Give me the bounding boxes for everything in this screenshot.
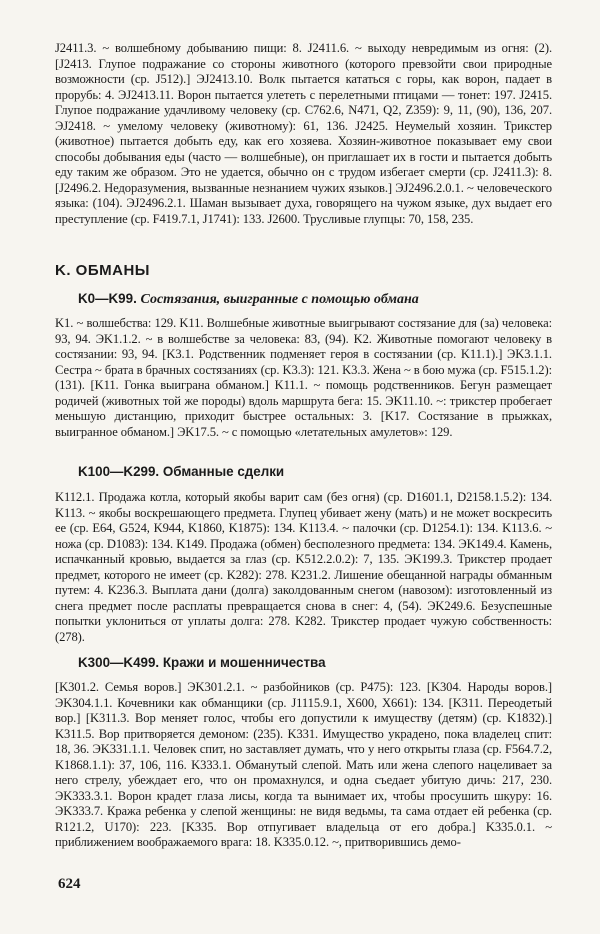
- section-text: K112.1. Продажа котла, который якобы варит сам (без огня) (ср. D1601.1, D2158.1.5.2): 134. K113. ~ якобы воскрешающего предмета. Глупец убивает жену (мать) и не может воскресить ее (ср. E64, G524, K944, K1860, K1875): 134. K113.4. ~ палочки (ср. D1254.1): 134. K113.6. ~ ножа (ср. D1083): 134. K149. Продажа (обмен) бесполезного предмета: 134. ЭK149.4. Камень, испачканный кровью, выдается за глаз (ср. K512.2.0.2): 7, 135. ЭK199.3. Трикстер продает предмет, которого не имеет (ср. K282): 278. K231.2. Лишение обещанной награды обманным путем: 4. K236.3. Выплата дани (долга) заколдованным снегом (навозом): изготовленный из снега предмет после расплаты превращается снова в снег: 4, (54). ЭK249.6. Безуспешные попытки уклониться от уплаты долга: 278. K282. Трикстер продает чужую собственность: (278).: [55, 490, 552, 644]
- main-heading: K. ОБМАНЫ: [55, 262, 150, 279]
- section-heading-k100-k299: K100—K299. Обманные сделки: [78, 464, 285, 479]
- section-text: K1. ~ волшебства: 129. K11. Волшебные животные выигрывают состязание для (за) человека: 93, 94. ЭK1.1.2. ~ в волшебстве за человека: 83, (94). K2. Животные помогают человеку в состязании: 93, 94. [K3.1. Родственник подменяет героя в состязании (ср. K11.1).] ЭK3.1.1. Сестра ~ брата в брачных состязаниях (ср. K3.3): 121. K3.3. Жена ~ в бою мужа (ср. F515.1.2): (131). [K11. Гонка выиграна обманом.] K11.1. ~ помощь родственников. Бегун размещает родичей (животных той же породы) вдоль маршрута бега: 15. ЭK11.10. ~: трикстер пробегает меньшую дистанцию, приходит быстрее остальных: 3. [K17. Состязание в прыжках, выигранное обманом.] ЭK17.5. ~ с помощью «летательных амулетов»: 129.: [55, 316, 552, 439]
- section-title: Состязания, выигранные с помощью обмана: [140, 292, 419, 307]
- section-code: K0—K99.: [78, 291, 137, 306]
- section-body-k300-k499: [55, 680, 552, 851]
- section-heading-k0-k99: [78, 291, 419, 308]
- section-heading-k300-k499: K300—K499. Кражи и мошенничества: [78, 655, 326, 670]
- section-body-k0-k99: [55, 316, 552, 440]
- section-body-k100-k299: [55, 490, 552, 645]
- section-text: [K301.2. Семья воров.] ЭK301.2.1. ~ разбойников (ср. P475): 123. [K304. Народы воров.] ЭK304.1.1. Кочевники как обманщики (ср. J1115.9.1, X600, X661): 134. [K311. Переодетый вор.] [K311.3. Вор меняет голос, чтобы его допустили к имуществу (детям) (ср. K1832).] K311.5. Вор притворяется демоном: (235). K331. Имущество украдено, пока владелец спит: 18, 36. ЭK331.1.1. Человек спит, но заставляет думать, что у него открыты глаза (ср. F564.7.2, K1868.1.1): 37, 106, 116. K333.1. Обманутый слепой. Мать или жена слепого нацеливает за него стрелу, убеждает его, что он промахнулся, и одна съедает убитую дичь: 217, 230. ЭK333.3.1. Ворон крадет глаза лисы, когда та вынимает их, чтобы просушить шкуру: 16. ЭK333.7. Кража ребенка у слепой женщины: не видя ведьмы, та сама отдает ей ребенка (ср. R121.2, U170): 223. [K335. Вор отпугивает владельца от его добра.] K335.0.1. ~ приближением воображаемого врага: 18. K335.0.12. ~, притворившись демо-: [55, 680, 552, 849]
- intro-paragraph: [55, 41, 552, 227]
- page-number: 624: [58, 876, 81, 892]
- intro-text: J2411.3. ~ волшебному добыванию пищи: 8. J2411.6. ~ выходу невредимым из огня: (2). [J2413. Глупое подражание со стороны животного (которого превзойти свои природные возможности (ср. J512).] ЭJ2413.10. Волк пытается кататься с горы, как ворон, падает в прорубь: 4. ЭJ2413.11. Ворон пытается улететь с перелетными птицами — тонет: 197. J2415. Глупое подражание удачливому человеку (ср. C762.6, N471, Q2, Z359): 9, 11, (90), 136, 207. ЭJ2418. ~ умелому человеку (животному): 61, 136. J2425. Неумелый хозяин. Трикстер (животное) пытается добыть еду, как его хозяева. Хозяин-животное показывает ему свои способы добывания еды (часто — волшебные), он приглашает их в гости и пытается добыть еду таким же образом. Это не удается, обычно он с трудом избегает смерти (ср. J2411.3): 8. [J2496.2. Недоразумения, вызванные незнанием чужих языков.] ЭJ2496.2.0.1. ~ человеческого языка: (104). ЭJ2496.2.1. Шаман вызывает духа, говорящего на чужом языке, дух выдает его преступление (ср. F419.7.1, J1741): 133. J2600. Трусливые глупцы: 70, 158, 235.: [55, 41, 552, 226]
